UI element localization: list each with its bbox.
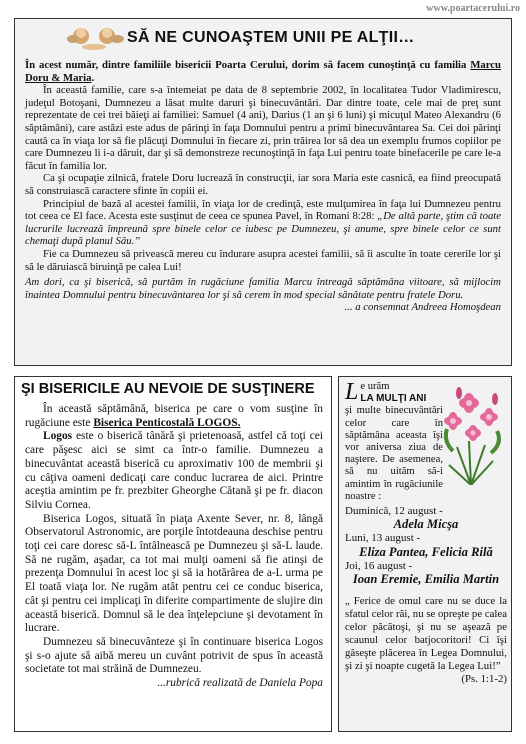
birthday-text: şi multe binecuvântări celor care în săptămâna aceasta îşi vor aniversa ziua de naştere. De asemenea, să nu uităm să-i amintim în rugăciunile noastre :: [345, 405, 443, 502]
paragraph: Ca şi ocupaţie zilnică, fratele Doru lucrează în construcţii, iar sora Maria este casnică, ea fiind preocupată să construiască caractere sfinte în copiii ei.: [25, 172, 501, 197]
closing-paragraph: Am dori, ca şi biserică, să purtăm în rugăciune familia Marcu întreagă săptămâna viitoare, să mijlocim înaintea Domnului pentru binecuvântarea lor şi să cerem în mod special sănătate pentru fratele Doru.: [25, 276, 501, 301]
cherubs-image: [67, 23, 127, 53]
church-name-bold: Logos: [43, 430, 73, 443]
birthday-names: Ioan Eremie, Emilia Martin: [352, 572, 500, 587]
church-article-title: ŞI BISERICILE AU NEVOIE DE SUSŢINERE: [21, 381, 315, 397]
psalm-quote: [345, 595, 507, 686]
greeting-start: e urăm: [360, 381, 390, 392]
site-url: www.poartacerului.ro: [426, 3, 520, 14]
church-support-article: [14, 376, 332, 732]
birthday-date: Luni, 13 august -: [345, 532, 421, 545]
bible-quote: „De altă parte, ştim că toate lucrurile lucrează împreună spre binele celor ce iubesc pe Dumnezeu, şi anume, spre binele celor ce sunt chemaţi după planul Său.”: [25, 210, 501, 248]
intro-paragraph: [25, 59, 501, 84]
family-article-body: [25, 59, 501, 314]
intro-end: .: [91, 71, 95, 84]
paragraph: [25, 403, 323, 430]
paragraph: În această familie, care s-a întemeiat pe data de 8 septembrie 2002, în localitatea Tudor Vladimirescu, judeţul Botoşani, Dumnezeu a lăsat multe daruri şi binecuvântări. Dar dintre toate, cele mai de preţ sunt reprezentate de cei trei băieţi ai familiei: Samuel (4 ani), Darius (1 an şi 6 luni) şi micuţul Mateo Alexandru (6 săptămâni), care astăzi este adus de părinţi în faţa Domnului pentru a primi binecuvântarea Sa. Cei doi părinţi caută ca în viaţa lor să fie plăcuţi Domnului în fiecare zi, prin trăirea lor să dea un exemplu frumos copiilor pe care Dumnezeu li i-a dăruit, dar şi să demonstreze recunoştinţă în faţa Lui pentru toate binefacerile pe care le-a făcut în familia lor.: [25, 84, 501, 172]
church-name: Biserica Penticostală LOGOS.: [93, 416, 241, 429]
birthday-names: Eliza Pantea, Felicia Rilă: [359, 544, 493, 559]
church-article-body: [25, 403, 323, 691]
birthday-date: Joi, 16 august -: [345, 559, 413, 572]
psalm-text: „ Ferice de omul care nu se duce la sfatul celor răi, nu se opreşte pe calea celor păcătoşi, şi nu se aşează pe scaunul celor batjocoritori! Ci îşi găseşte plăcerea în Legea Domnului, şi zi şi noapte cugetă la Legea Lui!”: [345, 595, 507, 673]
birthday-names: Adela Micşa: [393, 517, 459, 532]
birthday-heading: LA MULŢI ANI: [360, 393, 427, 405]
intro-text: În acest număr, dintre familiile bisericii Poarta Cerului, dorim să facem cunoştinţă cu familia: [25, 59, 467, 71]
paragraph: Dumnezeu să binecuvânteze şi în continuare biserica Logos şi s-o ajute să aibă mereu un cuvânt potrivit de spus în această societate tot mai străină de Dumnezeu.: [25, 635, 323, 676]
drop-cap: L: [345, 379, 359, 405]
birthday-date: Duminică, 12 august -: [345, 505, 443, 518]
paragraph: [25, 430, 323, 512]
paragraph-text: Principiul de bază al acestei familii, în viaţa lor de credinţă, este mulţumirea în faţa lui Dumnezeu pentru tot ceea ce El face. Acesta este susţinut de ceea ce spunea Pavel, în Romani 8:28:: [25, 197, 501, 223]
family-name: Marcu Doru & Maria: [25, 59, 501, 84]
paragraph-text: În această săptămână, biserica pe care o vom susţine în rugăciune este: [25, 403, 323, 429]
article-signature: ...rubrică realizată de Daniela Popa: [157, 677, 323, 690]
article-signature: ... a consemnat Andreea Homoşdean: [344, 301, 501, 314]
paragraph: Biserica Logos, situată în piaţa Axente Sever, nr. 8, lângă Observatorul Astronomic, are porţile întotdeauna deschise pentru toţi cei care doresc să-L întâlnească pe Dumnezeu şi să-L laude. Să ne rugăm, aşadar, ca tot mai mulţi oameni să fie atinşi de prezenţa Domnului în acest loc şi să ia hotărârea de a-L urma pe El toată viaţa lor. Ne rugăm atât pentru cei ce conduc biserica, cât şi pentru cei implicaţi în diferite compartimente de slujire din această biserică. Domnul să le dea înţelepciune şi devotament în lucrare.: [25, 512, 323, 635]
birthdays-box: [338, 376, 512, 732]
family-article-title: SĂ NE CUNOAŞTEM UNII PE ALŢII…: [127, 29, 415, 46]
family-article-header: [15, 19, 511, 57]
paragraph: [25, 198, 501, 248]
psalm-reference: (Ps. 1:1-2): [461, 673, 507, 686]
paragraph: Fie ca Dumnezeu să privească mereu cu îndurare asupra acestei familii, să îi asculte în toate cererile lor şi să le dăruiască biruinţă pe calea Lui!: [25, 247, 501, 273]
family-article: [14, 18, 512, 366]
paragraph-text: este o biserică tânără şi prietenoasă, astfel că toţi cei care păşesc aici se simt ca într-o familie. Dumnezeu a binecuvântat această biserică cu aproximativ 100 de membrii şi cu câţiva oameni dedicaţi care conduc lucrarea de aici. Printre aceştia amintim pe fr. prezbiter Gheorghe Cătană şi pe fr. diacon Silviu Cornea.: [25, 430, 323, 511]
birthday-greeting: [345, 381, 507, 405]
birthdays-body: [345, 381, 507, 686]
